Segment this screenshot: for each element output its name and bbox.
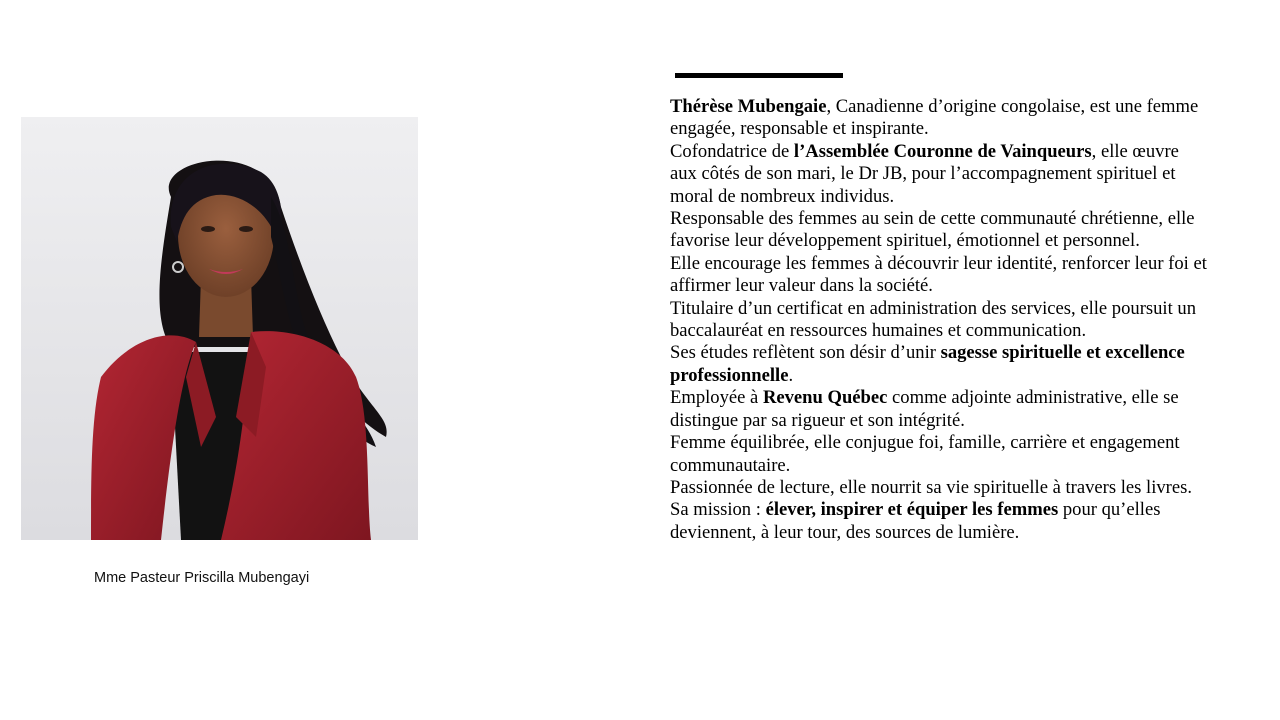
bio-paragraph-10-pre: Sa mission : [670,499,766,521]
portrait-illustration [21,117,418,540]
church-name: l’Assemblée Couronne de Vainqueurs [793,140,1092,162]
bio-paragraph-4: Elle encourage les femmes à découvrir leur identité, renforcer leur foi et affirmer leur valeur dans la société. [670,252,1207,297]
biography-text [670,96,1210,544]
bio-paragraph-8: Femme équilibrée, elle conjugue foi, famille, carrière et engagement communautaire. [670,432,1180,476]
bio-paragraph-6-pre: Ses études reflètent son désir d’unir [670,342,941,364]
bio-paragraph-1-text: , Canadienne d’origine congolaise, est une femme engagée, responsable et inspirante. [670,96,1199,140]
bio-paragraph-6 [670,342,1210,387]
person-name: Thérèse Mubengaie [670,96,827,117]
accent-bar [675,73,843,78]
employer-name: Revenu Québec [762,387,888,409]
mission-statement: élever, inspirer et équiper les femmes [765,499,1059,521]
bio-paragraph-5: Titulaire d’un certificat en administration des services, elle poursuit un baccalauréat en ressources humaines et communication. [670,297,1196,342]
bio-paragraph-9: Passionnée de lecture, elle nourrit sa vie spirituelle à travers les livres. [670,476,1192,498]
portrait-caption: Mme Pasteur Priscilla Mubengayi [94,570,310,586]
bio-paragraph-10-post: pour qu’elles deviennent, à leur tour, des sources de lumière. [670,499,1161,543]
bio-paragraph-1 [670,96,1210,141]
bio-paragraph-3: Responsable des femmes au sein de cette communauté chrétienne, elle favorise leur développement spirituel, émotionnel et personnel. [670,208,1195,252]
bio-paragraph-2-post: , elle œuvre aux côtés de son mari, le Dr JB, pour l’accompagnement spirituel et moral de nombreux individus. [670,140,1179,207]
bio-paragraph-10 [670,499,1210,544]
bio-paragraph-6-post: . [788,364,794,386]
bio-paragraph-7-pre: Employée à [670,387,763,409]
bio-paragraph-6-bold: sagesse spirituelle et excellence professionnelle [670,342,1185,386]
portrait-photo [21,117,418,540]
bio-paragraph-2 [670,141,1210,208]
bio-paragraph-7-post: comme adjointe administrative, elle se distingue par sa rigueur et son intégrité. [670,387,1179,431]
bio-paragraph-2-pre: Cofondatrice de [670,140,794,162]
bio-paragraph-7 [670,387,1210,432]
